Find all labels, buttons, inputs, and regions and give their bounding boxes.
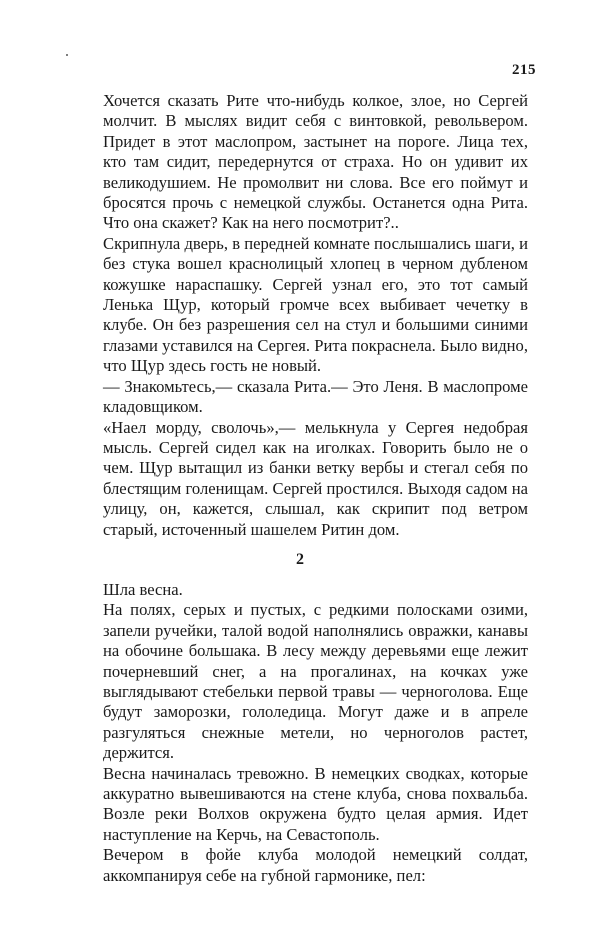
page-number: 215 — [512, 62, 536, 78]
paragraph: — Знакомьтесь,— сказала Рита.— Это Леня. В маслопроме кладовщиком. — [103, 376, 528, 417]
paragraph: На полях, серых и пустых, с редкими полосками озими, запели ручейки, талой водой наполнялись овражки, канавы на обочине большака. В лесу между деревьями еще лежит почерневший снег, а на прогалинах, на кочках уже выглядывают стебельки первой травы — черноголова. Еще будут заморозки, гололедица. Могут даже и в апреле разгуляться снежные метели, но черноголов растет, держится. — [103, 600, 528, 763]
paragraph: Весна начиналась тревожно. В немецких сводках, которые аккуратно вывешиваются на стене клуба, снова похвальба. Возле реки Волхов окружена будто целая армия. Идет наступление на Керчь, на Севастополь. — [103, 763, 528, 844]
page-speck — [66, 54, 68, 56]
paragraph: Хочется сказать Рите что-нибудь колкое, злое, но Сергей молчит. В мыслях видит себя с винтовкой, револьвером. Придет в этот маслопром, застынет на пороге. Лица тех, кто там сидит, передернутся от страха. Но он удивит их великодушием. Не промолвит ни слова. Все его поймут и бросятся прочь с немецкой службы. Останется одна Рита. Что она скажет? Как на него посмотрит?.. — [103, 91, 528, 233]
paragraph: «Наел морду, сволочь»,— мелькнула у Сергея недобрая мысль. Сергей сидел как на иголках. Говорить было не о чем. Щур вытащил из банки ветку вербы и стегал себя по блестящим голенищам. Сергей простился. Выходя садом на улицу, он, кажется, слышал, как скрипит под ветром старый, источенный шашелем Ритин дом. — [103, 417, 528, 539]
text-block-section-2 — [103, 580, 528, 886]
paragraph: Шла весна. — [103, 580, 183, 599]
paragraph: Вечером в фойе клуба молодой немецкий солдат, аккомпанируя себе на губной гармонике, пел: — [103, 845, 528, 885]
paragraph: Скрипнула дверь, в передней комнате послышались шаги, и без стука вошел краснолицый хлопец в черном дубленом кожушке нараспашку. Сергей узнал его, это тот самый Ленька Щур, который громче всех выбивает чечетку в клубе. Он без разрешения сел на стул и большими синими глазами уставился на Сергея. Рита покраснела. Было видно, что Щур здесь гость не новый. — [103, 233, 528, 376]
section-number: 2 — [296, 551, 304, 568]
text-block-before-section — [103, 91, 528, 540]
